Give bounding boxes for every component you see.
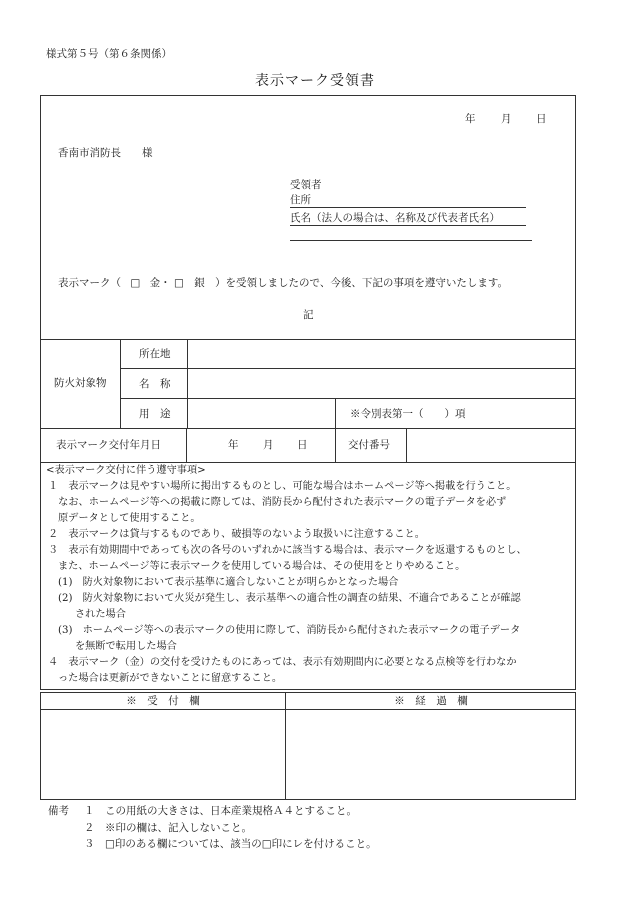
location-label: 所在地 xyxy=(139,348,171,360)
date-day: 日 xyxy=(536,113,547,125)
office-use-box xyxy=(40,692,576,800)
silver-checkbox[interactable]: □ xyxy=(173,277,184,289)
facility-name-label: 名 称 xyxy=(139,378,171,390)
note-line: ２ 表示マークは貸与するものであり、破損等のないよう取扱いに注意すること。 xyxy=(48,529,425,540)
notes-heading: <表示マーク交付に伴う遵守事項> xyxy=(46,465,206,476)
progress-label: ※ 経 過 欄 xyxy=(394,695,468,707)
recipient-label: 受領者 xyxy=(290,179,322,191)
divider-line xyxy=(41,709,576,710)
classification-note: ※令別表第一（ ）項 xyxy=(350,408,466,420)
address-label: 住所 xyxy=(290,194,311,206)
name-field[interactable] xyxy=(290,211,526,226)
date-month: 月 xyxy=(501,113,512,125)
issue-number-field[interactable] xyxy=(407,429,576,463)
name-label: 氏名（法人の場合は、名称及び代表者氏名） xyxy=(290,212,500,224)
remark-item: ３ □印のある欄については、該当の□印にレを付けること。 xyxy=(84,838,377,850)
issue-date-label: 表示マーク交付年月日 xyxy=(56,439,161,451)
issue-day: 日 xyxy=(297,439,308,451)
issue-year: 年 xyxy=(228,439,239,451)
statement-suffix: ）を受領しましたので、今後、下記の事項を遵守いたします。 xyxy=(215,277,509,289)
receipt-form xyxy=(40,95,576,463)
gold-label: 金・ xyxy=(149,277,171,289)
location-field[interactable] xyxy=(188,340,576,368)
note-line: １ 表示マークは見やすい場所に掲出するものとし、可能な場合はホームページ等へ掲載を行うこと。 xyxy=(48,481,517,492)
divider-line xyxy=(285,693,286,800)
note-line: (3) ホームページ等への表示マークの使用に際して、消防長から配付された表示マークの電子データ xyxy=(58,625,521,636)
reception-field[interactable] xyxy=(42,711,284,799)
receipt-statement xyxy=(58,276,508,290)
object-label: 防火対象物 xyxy=(54,377,107,389)
address-field[interactable] xyxy=(290,193,526,208)
note-line: った場合は更新ができないことに留意すること。 xyxy=(58,673,283,684)
name-continuation-field[interactable] xyxy=(290,226,532,241)
note-line: (2) 防火対象物において火災が発生し、表示基準への適合性の調査の結果、不適合であることが確認 xyxy=(58,593,521,604)
note-line: (1) 防火対象物において表示基準に適合しないことが明らかとなった場合 xyxy=(58,577,399,588)
note-line: された場合 xyxy=(75,609,126,620)
ki-label: 記 xyxy=(303,309,314,321)
remark-item: ２ ※印の欄は、記入しないこと。 xyxy=(84,822,252,834)
statement-prefix: 表示マーク（ xyxy=(58,277,121,289)
gold-checkbox[interactable]: □ xyxy=(130,277,141,289)
note-line: また、ホームページ等に表示マークを使用している場合は、その使用をとりやめること。 xyxy=(58,561,466,572)
note-line: 原データとして使用すること。 xyxy=(58,513,201,524)
divider-line xyxy=(120,339,121,429)
note-line: なお、ホームページ等への掲載に際しては、消防長から配付された表示マークの電子データを必ず xyxy=(48,497,507,508)
use-label: 用 途 xyxy=(139,408,171,420)
addressee: 香南市消防長 様 xyxy=(58,147,153,159)
use-field[interactable] xyxy=(188,399,334,428)
progress-field[interactable] xyxy=(287,711,575,799)
remarks-heading: 備考 xyxy=(48,805,69,817)
divider-line xyxy=(186,428,187,463)
divider-line xyxy=(335,398,336,463)
date-year: 年 xyxy=(465,113,476,125)
issue-number-label: 交付番号 xyxy=(348,439,390,451)
silver-label: 銀 xyxy=(194,277,205,289)
remark-item: １ この用紙の大きさは、日本産業規格Ａ４とすること。 xyxy=(84,805,357,817)
note-line: を無断で転用した場合 xyxy=(75,641,177,652)
note-line: ３ 表示有効期間中であっても次の各号のいずれかに該当する場合は、表示マークを返還するものとし、 xyxy=(48,545,527,556)
facility-name-field[interactable] xyxy=(188,369,576,398)
compliance-notes xyxy=(40,463,576,690)
issue-month: 月 xyxy=(263,439,274,451)
document-title: 表示マーク受領書 xyxy=(255,73,375,89)
reception-label: ※ 受 付 欄 xyxy=(126,695,200,707)
note-line: ４ 表示マーク（金）の交付を受けたものにあっては、表示有効期間内に必要となる点検等を行わなか xyxy=(48,657,517,668)
form-number: 様式第５号（第６条関係） xyxy=(46,48,172,60)
